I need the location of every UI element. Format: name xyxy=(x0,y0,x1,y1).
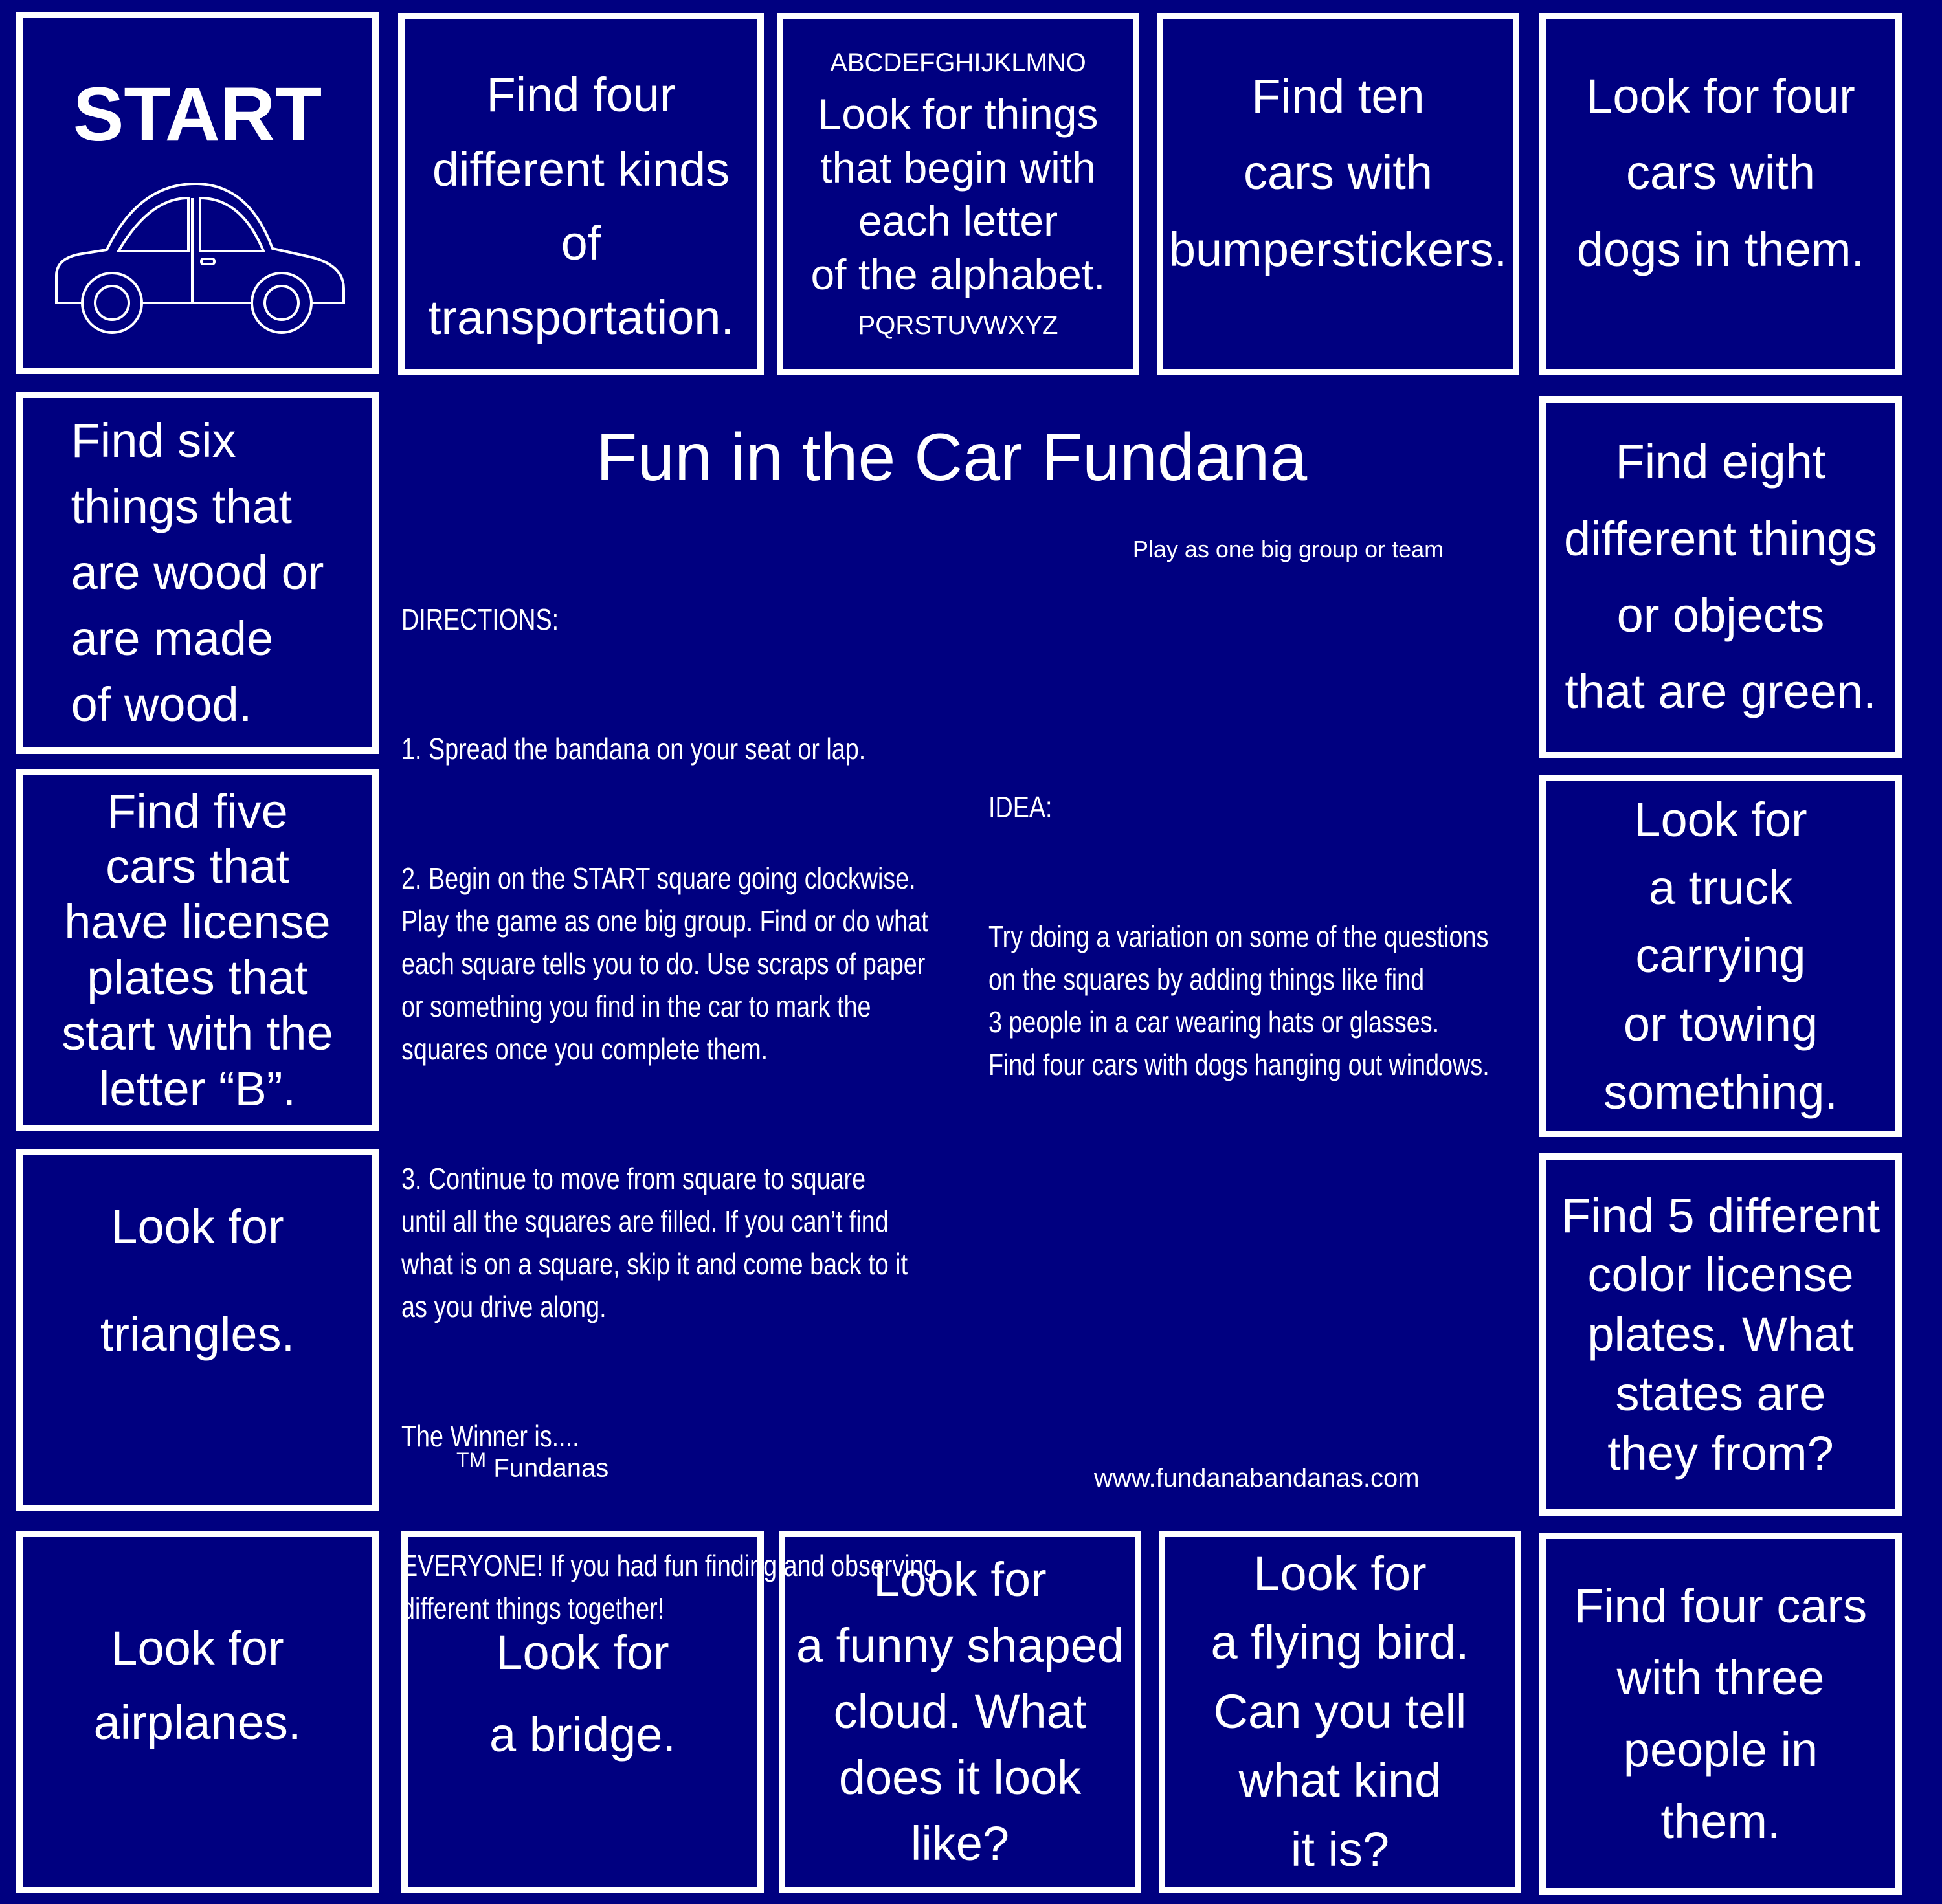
brand-name: Fundanas xyxy=(493,1454,609,1483)
directions-step-1: 1. Spread the bandana on your seat or lap. xyxy=(401,732,866,766)
everyone-text: EVERYONE! If you had fun finding and observing different things together! xyxy=(401,1549,937,1625)
idea-heading: IDEA: xyxy=(988,790,1053,824)
square-alphabet xyxy=(777,13,1139,375)
idea xyxy=(988,743,1490,1129)
idea-body: Try doing a variation on some of the questions on the squares by adding things like find 3 people in a car wearing hats or glasses. Find four cars with dogs hanging out windows. xyxy=(988,920,1490,1081)
square-text: Find eight different things or objects that are green. xyxy=(1563,435,1878,719)
directions xyxy=(401,555,937,1672)
square-text: Find five cars that have license plates that start with the letter “B”. xyxy=(61,784,333,1116)
square-text: Look for a flying bird. Can you tell what kind it is? xyxy=(1211,1546,1469,1876)
square-airplanes xyxy=(16,1531,379,1893)
square-three-people xyxy=(1539,1533,1902,1895)
square-transportation xyxy=(398,13,764,375)
start-square xyxy=(16,12,379,374)
square-license-colors xyxy=(1539,1153,1902,1516)
square-text: Find six things that are wood or are made of wood. xyxy=(71,413,324,732)
directions-step-3: 3. Continue to move from square to square until all the squares are filled. If you can’t find what is on a square, skip it and come back to it as you drive along. xyxy=(401,1162,908,1323)
tm-mark: TM xyxy=(456,1448,487,1472)
winner-text: The Winner is.... xyxy=(401,1419,579,1453)
square-text: Look for triangles. xyxy=(100,1200,295,1361)
square-truck xyxy=(1539,775,1902,1137)
square-wood xyxy=(16,392,379,754)
directions-step-2: 2. Begin on the START square going clockwise. Play the game as one big group. Find or do what each square tells you to do. Use scraps of paper or something you find in the car to mark the squares once you complete them. xyxy=(401,861,928,1066)
square-text: Find ten cars with bumperstickers. xyxy=(1168,69,1508,276)
square-text: Look for airplanes. xyxy=(93,1621,302,1749)
square-text: Look for a funny shaped cloud. What does it look like? xyxy=(796,1552,1124,1871)
car-icon xyxy=(42,172,353,334)
website-link[interactable]: www.fundanabandanas.com xyxy=(1094,1464,1420,1492)
alphabet-top: ABCDEFGHIJKLMNO xyxy=(830,49,1086,77)
subtitle: Play as one big group or team xyxy=(1132,536,1444,562)
square-bumperstickers xyxy=(1157,13,1519,375)
square-dogs xyxy=(1539,13,1902,375)
square-text: Find four different kinds of transportation. xyxy=(427,68,735,345)
square-text: Look for a truck carrying or towing something. xyxy=(1603,793,1838,1119)
trademark xyxy=(456,1448,608,1483)
square-bird xyxy=(1159,1531,1521,1893)
square-text: Look for a bridge. xyxy=(489,1626,676,1762)
square-text: Look for things that begin with each letter of the alphabet. xyxy=(810,90,1106,298)
page-title: Fun in the Car Fundana xyxy=(596,420,1308,495)
square-text: Look for four cars with dogs in them. xyxy=(1576,69,1865,276)
alphabet-bottom: PQRSTUVWXYZ xyxy=(858,311,1058,340)
square-triangles xyxy=(16,1149,379,1511)
start-label: START xyxy=(73,72,322,157)
directions-heading: DIRECTIONS: xyxy=(401,603,559,636)
square-green xyxy=(1539,396,1902,758)
square-text: Find 5 different color license plates. What states are they from? xyxy=(1561,1188,1881,1480)
square-text: Find four cars with three people in them. xyxy=(1574,1579,1868,1848)
square-license-b xyxy=(16,769,379,1131)
